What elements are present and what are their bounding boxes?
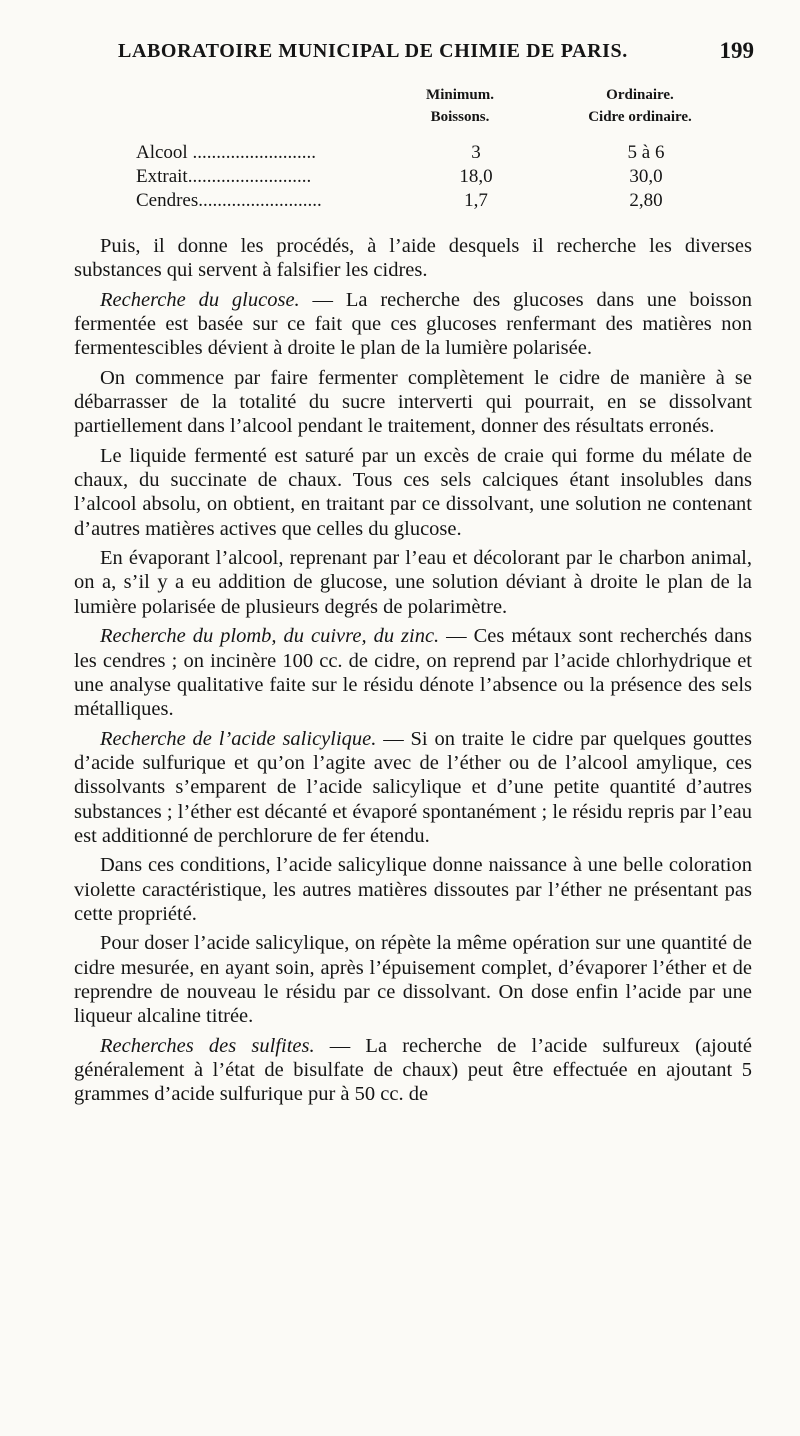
composition-table [0, 86, 800, 216]
paragraph [74, 727, 752, 849]
paragraph-text: Le liquide fermenté est saturé par un excès de craie qui forme du mélate de chaux, du succinate de chaux. Tous ces sels calciques étant insolubles dans l’alcool absolu, on obtient, en traitant par ce dissolvant, une solution ne contenant d’autres matières actives que celles du glucose. [74, 444, 752, 540]
row-label: Alcool .......................... [136, 142, 316, 163]
table-row [136, 190, 776, 216]
row-value-ordinaire: 2,80 [629, 190, 663, 211]
row-value-minimum: 3 [471, 142, 481, 163]
paragraph-text: Puis, il donne les procédés, à l’aide desquels il recherche les diverses substances qui servent à falsifier les cidres. [74, 235, 752, 282]
paragraph-text: — La recherche de l’acide sulfureux (ajouté généralement à l’état de bisulfate de chaux) peut être effectuée en ajoutant 5 grammes d’acide sulfurique pur à 50 cc. de [74, 1034, 752, 1106]
paragraph-text: — La recherche des glucoses dans une boisson fermentée est basée sur ce fait que ces glucoses renfermant des matières non fermentescibles dévient à droite le plan de la lumière polarisée. [74, 288, 752, 360]
row-value-minimum: 1,7 [464, 190, 488, 211]
table-row [136, 166, 776, 192]
row-value-ordinaire: 30,0 [629, 166, 663, 187]
paragraph [74, 546, 752, 619]
page-number: 199 [719, 38, 754, 63]
running-header [118, 40, 758, 74]
body-text [74, 234, 752, 1112]
paragraph-text: — Si on traite le cidre par quelques gouttes d’acide sulfurique et qu’on l’agite avec de l’éther ou de l’alcool amylique, ces dissolvants s’emparent de l’acide salicylique et d’une petite quantité d’autres substances ; l’éther est décanté et évaporé spontanément ; le résidu repris par l’eau est additionné de perchlorure de fer étendu. [74, 727, 752, 847]
paragraph-text: Dans ces conditions, l’acide salicylique donne naissance à une belle coloration violette caractéristique, les autres matières dissoutes par l’éther ne présentant pas cette propriété. [74, 854, 752, 925]
paragraph-lead: Recherches des sulfites. [100, 1034, 315, 1057]
row-value-ordinaire: 5 à 6 [627, 142, 665, 163]
paragraph-text: On commence par faire fermenter complètement le cidre de manière à se débarrasser de la totalité du sucre interverti qui pourrait, en se dissolvant partiellement dans l’alcool pendant le traitement, donner des résultats erronés. [74, 366, 752, 438]
paragraph-lead: Recherche du glucose. [100, 288, 300, 311]
row-label: Extrait.......................... [136, 166, 312, 187]
paragraph [74, 366, 752, 439]
paragraph [74, 624, 752, 721]
paragraph-lead: Recherche de l’acide salicylique. [100, 727, 377, 750]
row-label: Cendres.......................... [136, 190, 322, 211]
header-title: LABORATOIRE MUNICIPAL DE CHIMIE DE PARIS. [118, 40, 628, 62]
column-header-minimum: Minimum. [426, 87, 494, 103]
paragraph [74, 1034, 752, 1107]
paragraph-text: Pour doser l’acide salicylique, on répète la même opération sur une quantité de cidre mesurée, en ayant soin, après l’épuisement complet, d’évaporer l’éther et de reprendre de nouveau le résidu par ce dissolvant. On dose enfin l’acide par une liqueur alcaline titrée. [74, 932, 752, 1028]
table-row [136, 142, 776, 168]
paragraph-text: En évaporant l’alcool, reprenant par l’eau et décolorant par le charbon animal, on a, s’il y a eu addition de glucose, une solution déviant à droite le plan de la lumière polarisée de plusieurs degrés de polarimètre. [74, 547, 752, 618]
paragraph [74, 444, 752, 541]
paragraph [74, 288, 752, 361]
paragraph [74, 931, 752, 1028]
paragraph [74, 853, 752, 926]
paragraph-text: — Ces métaux sont recherchés dans les cendres ; on incinère 100 cc. de cidre, on reprend par l’acide chlorhydrique et une analyse qualitative faite sur le résidu dénote l’absence ou la présence des sels métalliques. [74, 625, 752, 721]
column-header-cidre-ordinaire: Cidre ordinaire. [588, 109, 692, 125]
row-value-minimum: 18,0 [459, 166, 493, 187]
paragraph [74, 234, 752, 283]
paragraph-lead: Recherche du plomb, du cuivre, du zinc. [100, 625, 440, 648]
column-header-ordinaire: Ordinaire. [606, 87, 674, 103]
column-header-boissons: Boissons. [430, 109, 490, 125]
